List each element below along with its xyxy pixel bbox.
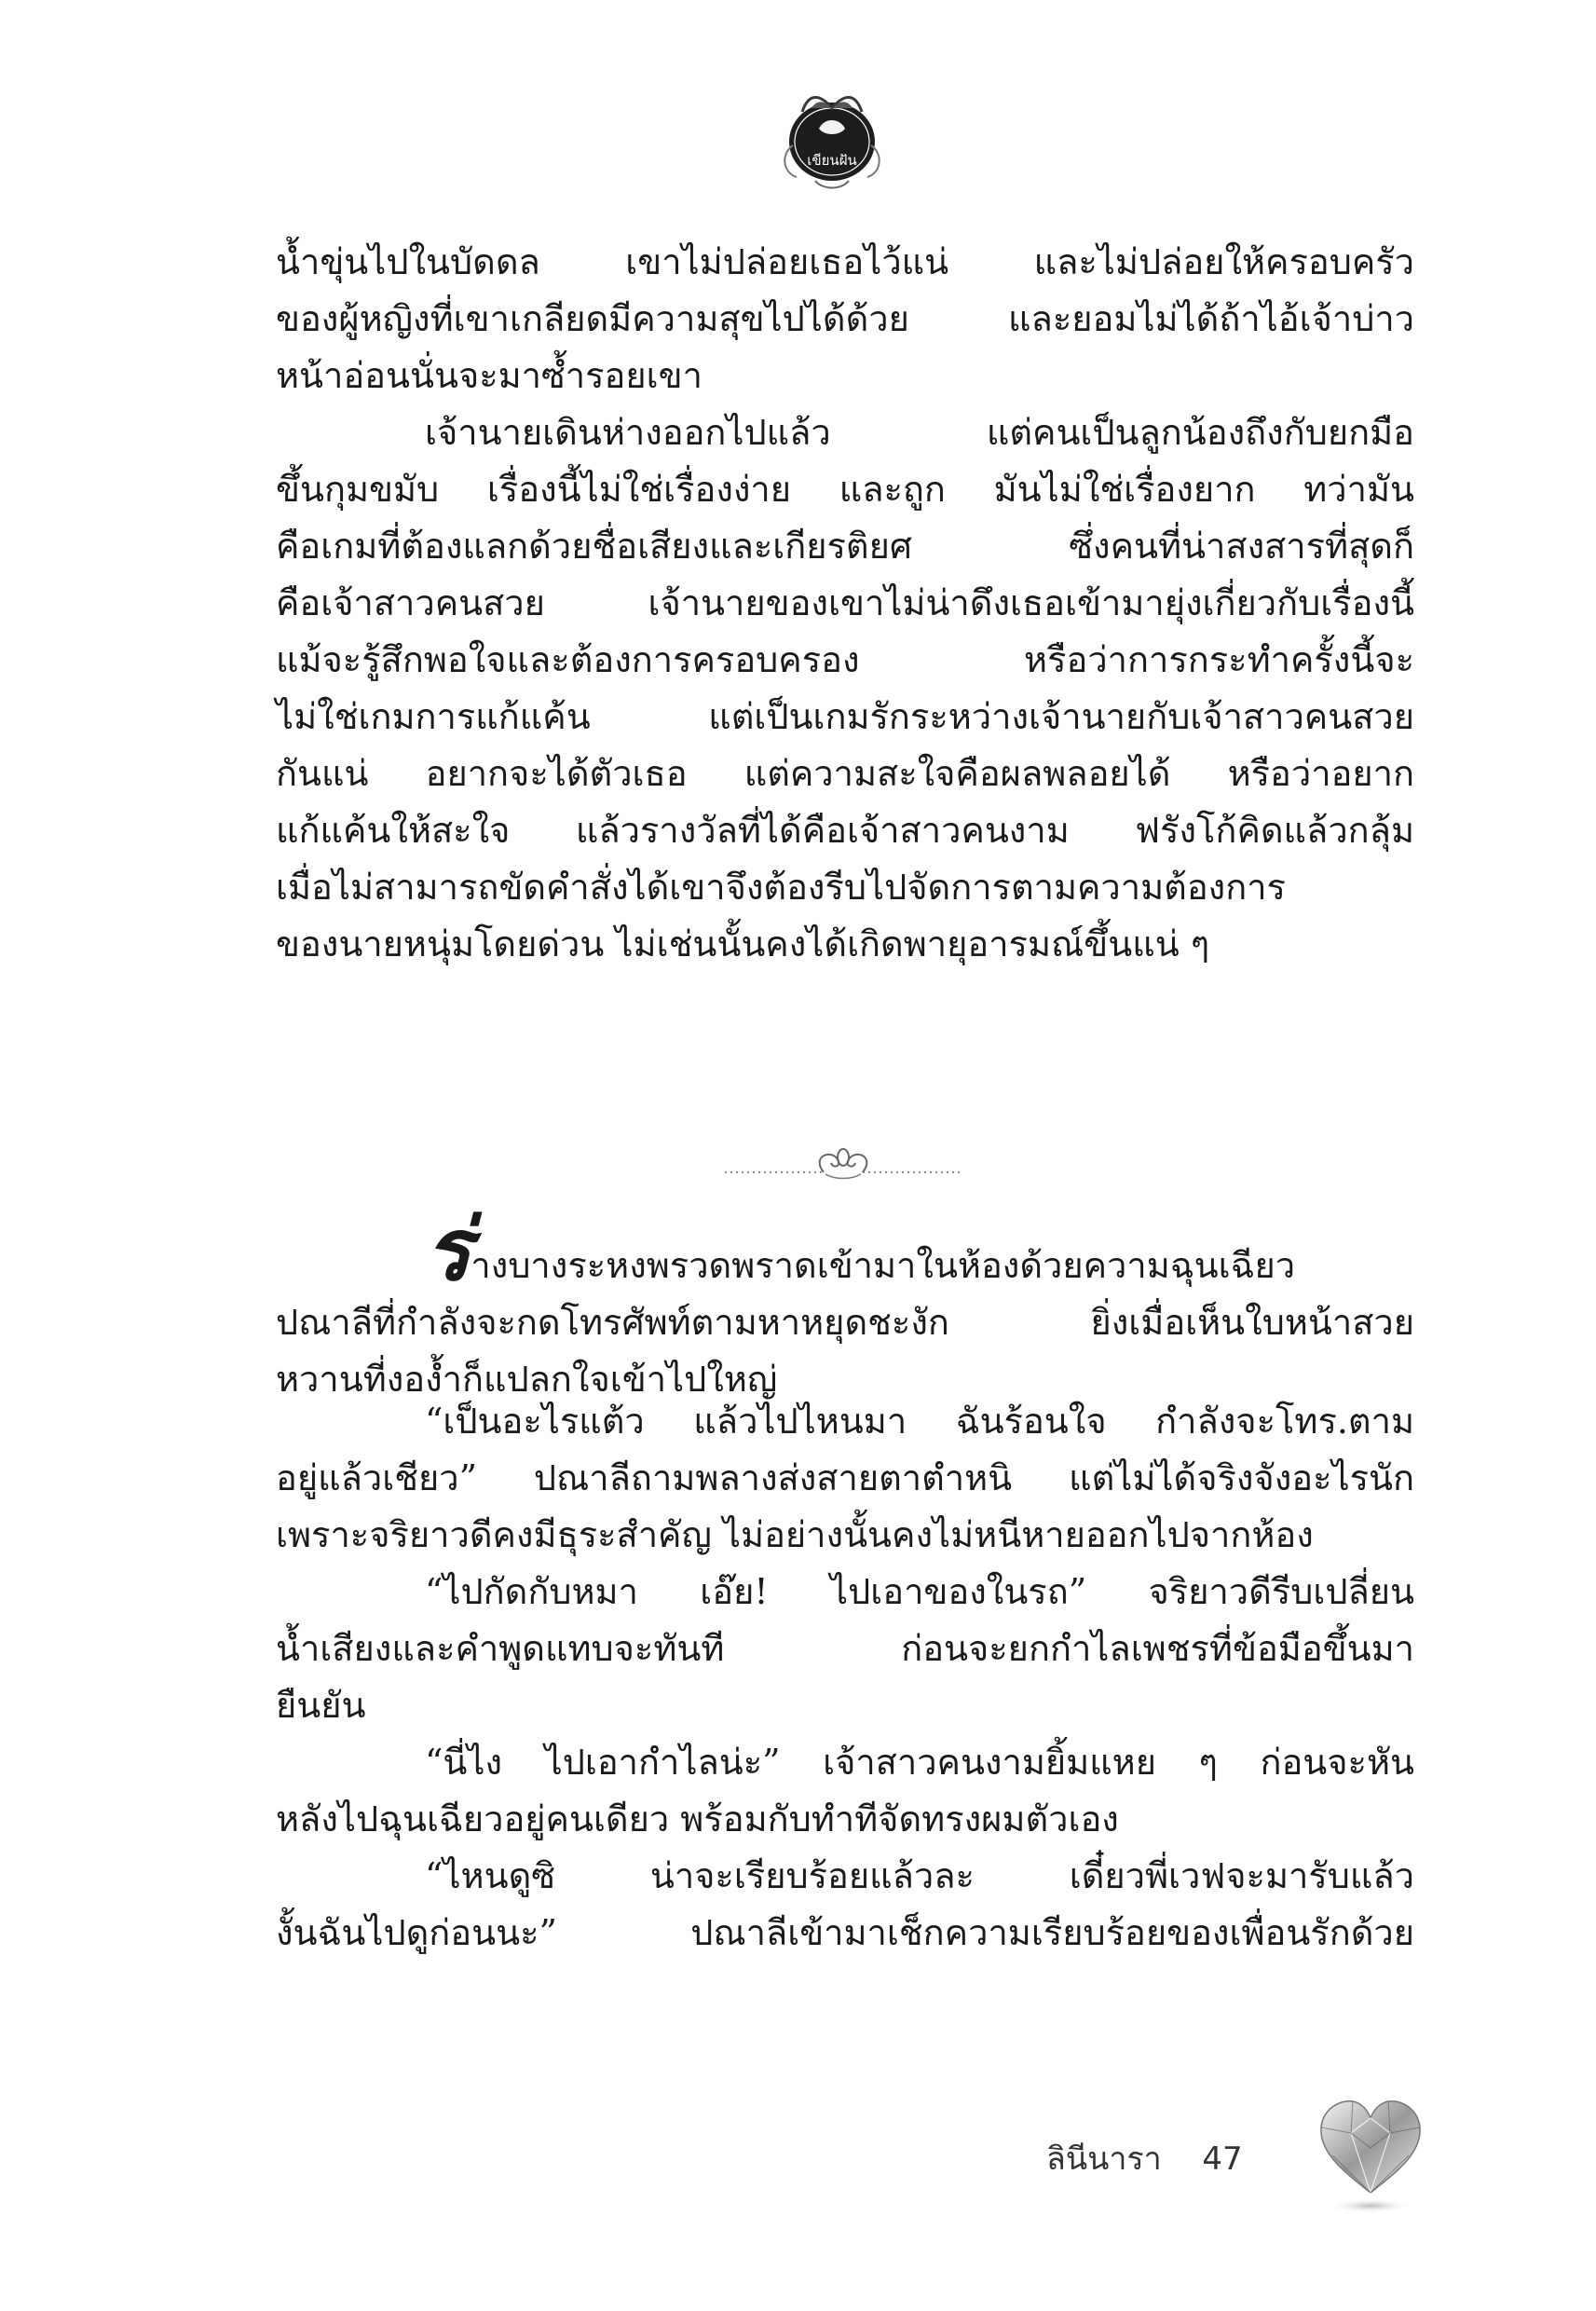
text-line: กันแน่ อยากจะได้ตัวเธอ แต่ความสะใจคือผลพลอยได้ หรือว่าอยาก xyxy=(276,753,1414,794)
text-line: เจ้านายเดินห่างออกไปแล้ว แต่คนเป็นลูกน้องถึงกับยกมือ xyxy=(425,412,1414,453)
drop-cap: ร่ xyxy=(425,1199,471,1300)
author-name: ลินีนารา xyxy=(1046,2140,1162,2178)
text-line: งั้นฉันไปดูก่อนนะ” ปณาลีเข้ามาเช็กความเรียบร้อยของเพื่อนรักด้วย xyxy=(276,1912,1414,1953)
text-line: คือเจ้าสาวคนสวย เจ้านายของเขาไม่น่าดึงเธอเข้ามายุ่งเกี่ยวกับเรื่องนี้ xyxy=(276,582,1414,623)
page-footer xyxy=(1046,2133,1243,2183)
text-line: ยืนยัน xyxy=(276,1685,366,1726)
text-line: เพราะจริยาวดีคงมีธุระสำคัญ ไม่อย่างนั้นคงไม่หนีหายออกไปจากห้อง xyxy=(276,1514,1314,1555)
text-line: น้ำเสียงและคำพูดแทบจะทันที ก่อนจะยกกำไลเพชรที่ข้อมือขึ้นมา xyxy=(276,1628,1414,1669)
ornament-divider-icon xyxy=(721,1144,965,1182)
text-line: หวานที่งอง้ำก็แปลกใจเข้าไปใหญ่ xyxy=(276,1359,778,1400)
text-line: แก้แค้นให้สะใจ แล้วรางวัลที่ได้คือเจ้าสาวคนงาม ฟรังโก้คิดแล้วกลุ้ม xyxy=(276,810,1414,851)
text-line-rest: างบางระหงพรวดพราดเข้ามาในห้องด้วยความฉุนเฉียว xyxy=(471,1245,1296,1286)
text-line: อยู่แล้วเชียว” ปณาลีถามพลางส่งสายตาตำหนิ แต่ไม่ได้จริงจังอะไรนัก xyxy=(276,1457,1414,1498)
diamond-heart-icon xyxy=(1314,2092,1427,2215)
text-line xyxy=(276,1199,1414,1300)
text-line: แม้จะรู้สึกพอใจและต้องการครอบครอง หรือว่าการกระทำครั้งนี้จะ xyxy=(276,639,1414,680)
text-line: หน้าอ่อนนั่นจะมาซ้ำรอยเขา xyxy=(276,355,703,396)
paragraph-3 xyxy=(276,1199,1414,1408)
paragraph-2 xyxy=(276,404,1414,973)
text-line: ของผู้หญิงที่เขาเกลียดมีความสุขไปได้ด้วย และยอมไม่ได้ถ้าไอ้เจ้าบ่าว xyxy=(276,298,1414,339)
text-line: หลังไปฉุนเฉียวอยู่คนเดียว พร้อมกับทำทีจัดทรงผมตัวเอง xyxy=(276,1798,1119,1839)
text-line: ของนายหนุ่มโดยด่วน ไม่เช่นนั้นคงได้เกิดพายุอารมณ์ขึ้นแน่ ๆ xyxy=(276,923,1210,964)
text-line: น้ำขุ่นไปในบัดดล เขาไม่ปล่อยเธอไว้แน่ และไม่ปล่อยให้ครอบครัว xyxy=(276,241,1414,282)
paragraph-5 xyxy=(276,1564,1414,1734)
paragraph-7 xyxy=(276,1848,1414,1962)
publisher-logo xyxy=(774,80,890,196)
paragraph-4 xyxy=(276,1393,1414,1564)
text-line: “ไหนดูซิ น่าจะเรียบร้อยแล้วละ เดี๋ยวพี่เวฟจะมารับแล้ว xyxy=(425,1855,1414,1896)
text-line: คือเกมที่ต้องแลกด้วยชื่อเสียงและเกียรติยศ ซึ่งคนที่น่าสงสารที่สุดก็ xyxy=(276,526,1414,567)
text-line: “ไปกัดกับหมา เอ๊ย! ไปเอาของในรถ” จริยาวดีรีบเปลี่ยน xyxy=(425,1571,1414,1612)
text-line: “นี่ไง ไปเอากำไลน่ะ” เจ้าสาวคนงามยิ้มแหย ๆ ก่อนจะหัน xyxy=(425,1742,1414,1783)
text-line: “เป็นอะไรแต้ว แล้วไปไหนมา ฉันร้อนใจ กำลังจะโทร.ตาม xyxy=(425,1401,1414,1442)
publisher-logo-text: เขียนฝัน xyxy=(807,152,857,169)
text-line: ปณาลีที่กำลังจะกดโทรศัพท์ตามหาหยุดชะงัก ยิ่งเมื่อเห็นใบหน้าสวย xyxy=(276,1302,1414,1343)
text-line: เมื่อไม่สามารถขัดคำสั่งได้เขาจึงต้องรีบไปจัดการตามความต้องการ xyxy=(276,867,1286,908)
page-number: 47 xyxy=(1202,2140,1243,2178)
paragraph-1 xyxy=(276,234,1414,404)
text-line: ขึ้นกุมขมับ เรื่องนี้ไม่ใช่เรื่องง่าย และถูก มันไม่ใช่เรื่องยาก ทว่ามัน xyxy=(276,469,1414,510)
paragraph-6 xyxy=(276,1734,1414,1848)
text-line: ไม่ใช่เกมการแก้แค้น แต่เป็นเกมรักระหว่างเจ้านายกับเจ้าสาวคนสวย xyxy=(276,696,1414,737)
